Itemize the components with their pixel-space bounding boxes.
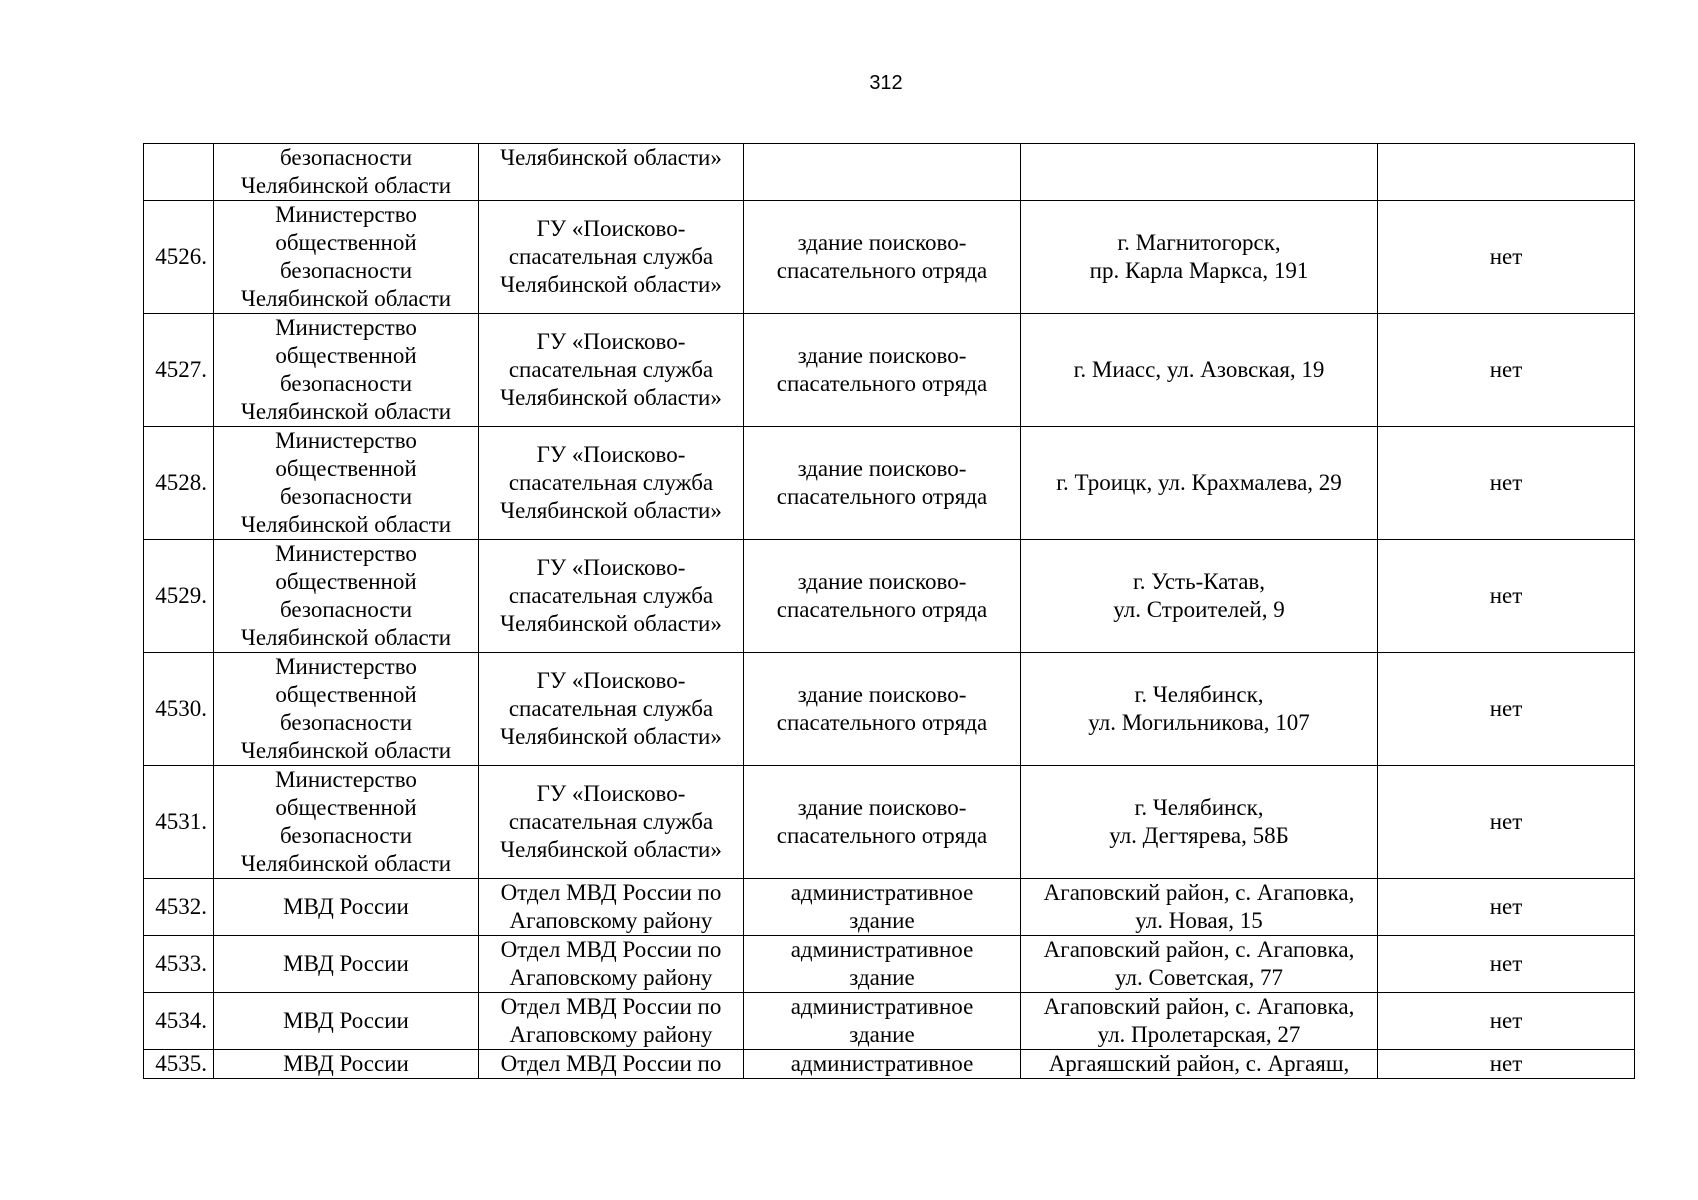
- cell-number: 4527.: [144, 314, 214, 427]
- cell-object: здание поисково- спасательного отряда: [744, 201, 1021, 314]
- cell-address: г. Усть-Катав, ул. Строителей, 9: [1021, 540, 1378, 653]
- cell-ministry: МВД России: [214, 879, 479, 936]
- cell-organization: Отдел МВД России по Агаповскому району: [479, 879, 744, 936]
- cell-address: г. Троицк, ул. Крахмалева, 29: [1021, 427, 1378, 540]
- cell-object: здание поисково- спасательного отряда: [744, 766, 1021, 879]
- cell-number: 4531.: [144, 766, 214, 879]
- cell-number: 4526.: [144, 201, 214, 314]
- cell-organization: ГУ «Поисково- спасательная служба Челябинской области»: [479, 201, 744, 314]
- cell-address: Агаповский район, с. Агаповка, ул. Советская, 77: [1021, 936, 1378, 993]
- cell-number: 4529.: [144, 540, 214, 653]
- table-row: [144, 653, 1635, 766]
- table-row: [144, 540, 1635, 653]
- cell-ministry: безопасности Челябинской области: [214, 144, 479, 201]
- cell-address: [1021, 144, 1378, 201]
- cell-flag: нет: [1378, 766, 1635, 879]
- cell-organization: ГУ «Поисково- спасательная служба Челябинской области»: [479, 427, 744, 540]
- cell-ministry: Министерство общественной безопасности Челябинской области: [214, 540, 479, 653]
- cell-organization: Челябинской области»: [479, 144, 744, 201]
- table-row: [144, 766, 1635, 879]
- cell-address: Агаповский район, с. Агаповка, ул. Новая, 15: [1021, 879, 1378, 936]
- table-row: [144, 936, 1635, 993]
- cell-ministry: Министерство общественной безопасности Челябинской области: [214, 766, 479, 879]
- cell-number: 4535.: [144, 1050, 214, 1079]
- cell-object: административное здание: [744, 879, 1021, 936]
- cell-address: г. Магнитогорск, пр. Карла Маркса, 191: [1021, 201, 1378, 314]
- cell-ministry: Министерство общественной безопасности Челябинской области: [214, 314, 479, 427]
- cell-flag: нет: [1378, 314, 1635, 427]
- cell-flag: нет: [1378, 993, 1635, 1050]
- cell-number: 4533.: [144, 936, 214, 993]
- cell-address: г. Челябинск, ул. Могильникова, 107: [1021, 653, 1378, 766]
- cell-number: [144, 144, 214, 201]
- cell-ministry: Министерство общественной безопасности Челябинской области: [214, 201, 479, 314]
- cell-number: 4530.: [144, 653, 214, 766]
- table-row-continuation: [144, 144, 1635, 201]
- cell-number: 4532.: [144, 879, 214, 936]
- cell-address: Агаповский район, с. Агаповка, ул. Пролетарская, 27: [1021, 993, 1378, 1050]
- table-row: [144, 427, 1635, 540]
- cell-flag: нет: [1378, 540, 1635, 653]
- cell-flag: нет: [1378, 201, 1635, 314]
- cell-flag: нет: [1378, 936, 1635, 993]
- cell-address: г. Челябинск, ул. Дегтярева, 58Б: [1021, 766, 1378, 879]
- cell-organization: ГУ «Поисково- спасательная служба Челябинской области»: [479, 314, 744, 427]
- cell-organization: ГУ «Поисково- спасательная служба Челябинской области»: [479, 540, 744, 653]
- cell-ministry: МВД России: [214, 936, 479, 993]
- cell-object: здание поисково- спасательного отряда: [744, 427, 1021, 540]
- cell-address: Аргаяшский район, с. Аргаяш,: [1021, 1050, 1378, 1079]
- table-row: [144, 993, 1635, 1050]
- cell-number: 4534.: [144, 993, 214, 1050]
- cell-flag: нет: [1378, 1050, 1635, 1079]
- cell-organization: Отдел МВД России по: [479, 1050, 744, 1079]
- cell-flag: [1378, 144, 1635, 201]
- cell-address: г. Миасс, ул. Азовская, 19: [1021, 314, 1378, 427]
- cell-organization: Отдел МВД России по Агаповскому району: [479, 993, 744, 1050]
- cell-object: здание поисково- спасательного отряда: [744, 653, 1021, 766]
- table-row: [144, 879, 1635, 936]
- cell-organization: Отдел МВД России по Агаповскому району: [479, 936, 744, 993]
- cell-ministry: МВД России: [214, 1050, 479, 1079]
- cell-object: здание поисково- спасательного отряда: [744, 314, 1021, 427]
- cell-organization: ГУ «Поисково- спасательная служба Челябинской области»: [479, 653, 744, 766]
- cell-object: административное здание: [744, 936, 1021, 993]
- table-row: [144, 314, 1635, 427]
- cell-object: [744, 144, 1021, 201]
- cell-flag: нет: [1378, 653, 1635, 766]
- cell-flag: нет: [1378, 879, 1635, 936]
- cell-object: административное: [744, 1050, 1021, 1079]
- cell-object: административное здание: [744, 993, 1021, 1050]
- table-row: [144, 201, 1635, 314]
- cell-ministry: МВД России: [214, 993, 479, 1050]
- cell-number: 4528.: [144, 427, 214, 540]
- table-row: [144, 1050, 1635, 1079]
- registry-table-body: [144, 144, 1635, 1079]
- cell-organization: ГУ «Поисково- спасательная служба Челябинской области»: [479, 766, 744, 879]
- cell-flag: нет: [1378, 427, 1635, 540]
- page-number: 312: [869, 72, 903, 94]
- cell-object: здание поисково- спасательного отряда: [744, 540, 1021, 653]
- cell-ministry: Министерство общественной безопасности Челябинской области: [214, 653, 479, 766]
- cell-ministry: Министерство общественной безопасности Челябинской области: [214, 427, 479, 540]
- registry-table: [143, 143, 1635, 1079]
